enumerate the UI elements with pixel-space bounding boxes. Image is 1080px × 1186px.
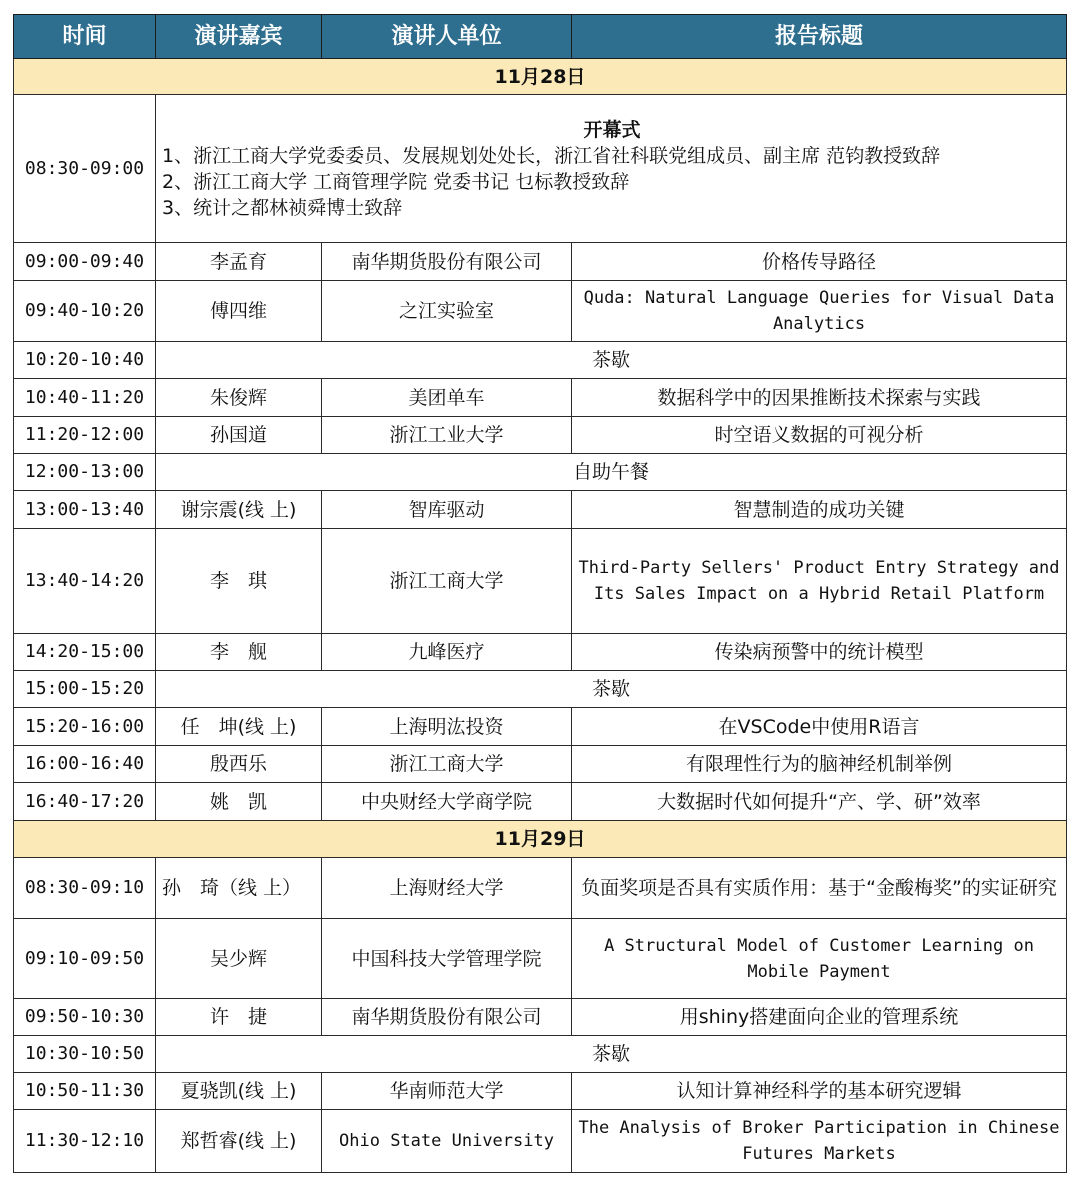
time-cell: 16:00-16:40: [14, 746, 156, 783]
table-row: [14, 529, 1067, 634]
time-cell: 09:40-10:20: [14, 281, 156, 342]
opening-cell: [156, 95, 1067, 243]
title-cell: 大数据时代如何提升“产、学、研”效率: [572, 783, 1067, 821]
time-cell: 08:30-09:10: [14, 858, 156, 919]
title-cell: Third-Party Sellers' Product Entry Strategy and Its Sales Impact on a Hybrid Retail Platform: [572, 529, 1067, 634]
speaker-cell: 李 舰: [156, 634, 322, 671]
org-cell: 浙江工商大学: [322, 746, 572, 783]
table-row: [14, 1110, 1067, 1173]
table-row: [14, 746, 1067, 783]
speaker-cell: 任 坤(线 上): [156, 708, 322, 746]
org-cell: 浙江工商大学: [322, 529, 572, 634]
org-cell: 九峰医疗: [322, 634, 572, 671]
org-cell: 上海财经大学: [322, 858, 572, 919]
day-label: 11月29日: [14, 821, 1067, 858]
speaker-cell: 郑哲睿(线 上): [156, 1110, 322, 1173]
header-speaker: 演讲嘉宾: [156, 15, 322, 59]
day-row-1: [14, 59, 1067, 95]
org-cell: 南华期货股份有限公司: [322, 243, 572, 281]
break-cell: 茶歇: [156, 342, 1067, 379]
table-row: [14, 999, 1067, 1036]
speaker-cell: 谢宗震(线 上): [156, 491, 322, 529]
title-cell: 智慧制造的成功关键: [572, 491, 1067, 529]
header-time: 时间: [14, 15, 156, 59]
speaker-cell: 姚 凯: [156, 783, 322, 821]
title-cell: The Analysis of Broker Participation in Chinese Futures Markets: [572, 1110, 1067, 1173]
speaker-cell: 许 捷: [156, 999, 322, 1036]
org-cell: 之江实验室: [322, 281, 572, 342]
speaker-cell: 夏骁凯(线 上): [156, 1073, 322, 1110]
org-cell: 美团单车: [322, 379, 572, 417]
time-cell: 13:00-13:40: [14, 491, 156, 529]
table-row: [14, 783, 1067, 821]
speaker-cell: 朱俊辉: [156, 379, 322, 417]
org-cell: Ohio State University: [322, 1110, 572, 1173]
break-cell: 茶歇: [156, 1036, 1067, 1073]
time-cell: 09:10-09:50: [14, 919, 156, 999]
table-row: [14, 281, 1067, 342]
break-row: [14, 1036, 1067, 1073]
day-label: 11月28日: [14, 59, 1067, 95]
time-cell: 14:20-15:00: [14, 634, 156, 671]
time-cell: 10:30-10:50: [14, 1036, 156, 1073]
time-cell: 09:50-10:30: [14, 999, 156, 1036]
speaker-cell: 孙 琦（线 上）: [156, 858, 322, 919]
table-row: [14, 708, 1067, 746]
org-cell: 上海明汯投资: [322, 708, 572, 746]
title-cell: A Structural Model of Customer Learning on Mobile Payment: [572, 919, 1067, 999]
table-row: [14, 417, 1067, 454]
time-cell: 15:20-16:00: [14, 708, 156, 746]
time-cell: 10:40-11:20: [14, 379, 156, 417]
title-cell: 认知计算神经科学的基本研究逻辑: [572, 1073, 1067, 1110]
table-row: [14, 919, 1067, 999]
time-cell: 10:50-11:30: [14, 1073, 156, 1110]
table-row: [14, 858, 1067, 919]
speaker-cell: 殷西乐: [156, 746, 322, 783]
time-cell: 10:20-10:40: [14, 342, 156, 379]
header-report-title: 报告标题: [572, 15, 1067, 59]
title-cell: Quda: Natural Language Queries for Visual Data Analytics: [572, 281, 1067, 342]
title-cell: 用shiny搭建面向企业的管理系统: [572, 999, 1067, 1036]
time-cell: 09:00-09:40: [14, 243, 156, 281]
time-cell: 15:00-15:20: [14, 671, 156, 708]
org-cell: 南华期货股份有限公司: [322, 999, 572, 1036]
opening-row: [14, 95, 1067, 243]
title-cell: 数据科学中的因果推断技术探索与实践: [572, 379, 1067, 417]
title-cell: 有限理性行为的脑神经机制举例: [572, 746, 1067, 783]
speaker-cell: 傅四维: [156, 281, 322, 342]
org-cell: 浙江工业大学: [322, 417, 572, 454]
time-cell: 13:40-14:20: [14, 529, 156, 634]
header-organization: 演讲人单位: [322, 15, 572, 59]
time-cell: 16:40-17:20: [14, 783, 156, 821]
time-cell: 11:20-12:00: [14, 417, 156, 454]
time-cell: 08:30-09:00: [14, 95, 156, 243]
speaker-cell: 李 琪: [156, 529, 322, 634]
org-cell: 智库驱动: [322, 491, 572, 529]
title-cell: 在VSCode中使用R语言: [572, 708, 1067, 746]
opening-line: 3、统计之都林祯舜博士致辞: [162, 196, 403, 219]
table-row: [14, 491, 1067, 529]
schedule-table: [13, 14, 1067, 1173]
title-cell: 时空语义数据的可视分析: [572, 417, 1067, 454]
title-cell: 传染病预警中的统计模型: [572, 634, 1067, 671]
table-row: [14, 1073, 1067, 1110]
speaker-cell: 孙国道: [156, 417, 322, 454]
table-row: [14, 243, 1067, 281]
break-row: [14, 454, 1067, 491]
opening-line: 1、浙江工商大学党委委员、发展规划处处长，浙江省社科联党组成员、副主席 范钧教授致辞: [162, 144, 941, 167]
speaker-cell: 李孟育: [156, 243, 322, 281]
time-cell: 11:30-12:10: [14, 1110, 156, 1173]
break-row: [14, 342, 1067, 379]
break-cell: 茶歇: [156, 671, 1067, 708]
title-cell: 负面奖项是否具有实质作用：基于“金酸梅奖”的实证研究: [572, 858, 1067, 919]
time-cell: 12:00-13:00: [14, 454, 156, 491]
title-cell: 价格传导路径: [572, 243, 1067, 281]
opening-line: 2、浙江工商大学 工商管理学院 党委书记 乜标教授致辞: [162, 170, 630, 193]
opening-title: 开幕式: [583, 118, 641, 141]
table-row: [14, 634, 1067, 671]
header-row: [14, 15, 1067, 59]
org-cell: 中央财经大学商学院: [322, 783, 572, 821]
org-cell: 中国科技大学管理学院: [322, 919, 572, 999]
break-row: [14, 671, 1067, 708]
break-cell: 自助午餐: [156, 454, 1067, 491]
speaker-cell: 吴少辉: [156, 919, 322, 999]
org-cell: 华南师范大学: [322, 1073, 572, 1110]
day-row-2: [14, 821, 1067, 858]
table-row: [14, 379, 1067, 417]
